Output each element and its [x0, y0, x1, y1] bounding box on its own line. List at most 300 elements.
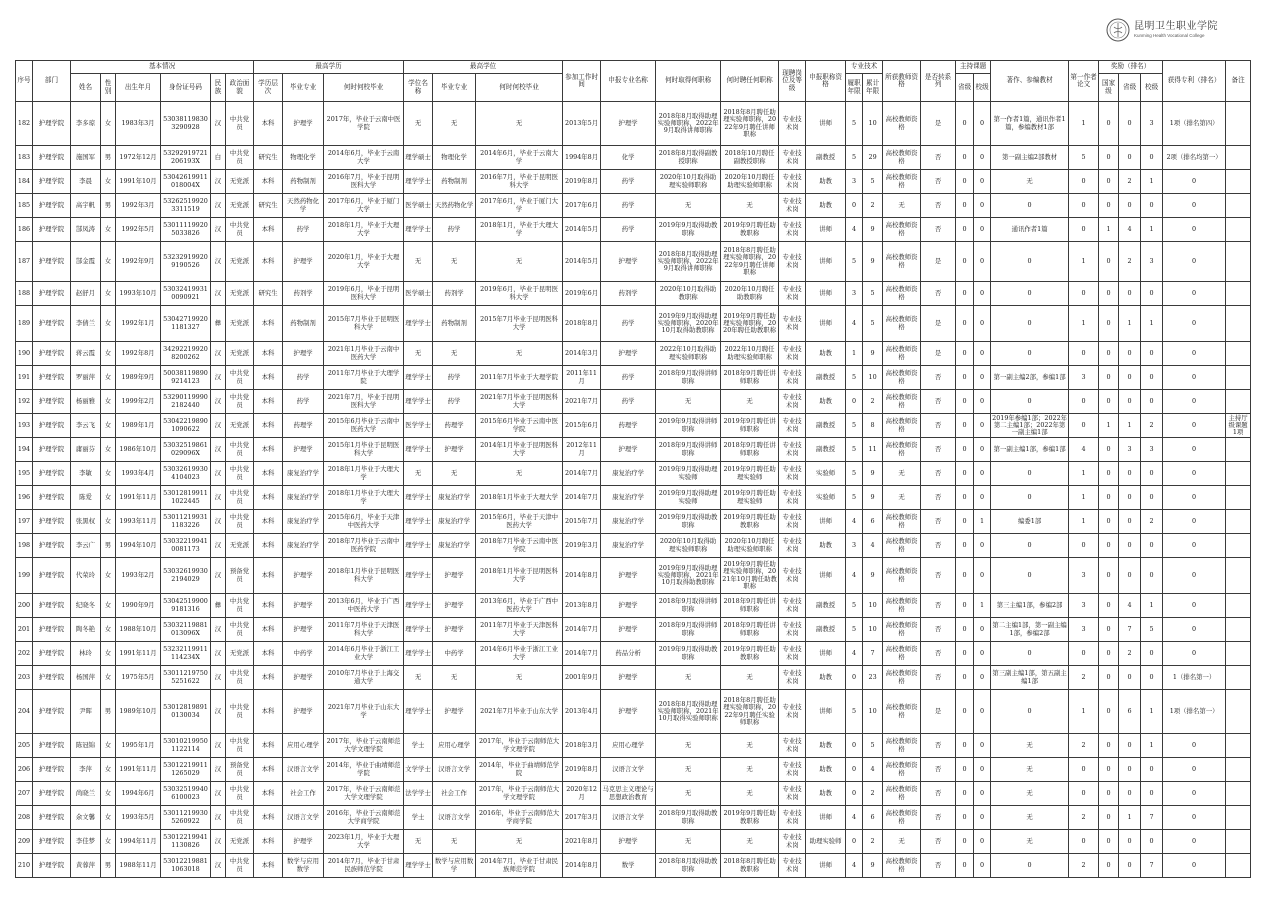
cell-title-obtained-container: [656, 462, 721, 486]
cell-ethnic-container: [211, 854, 226, 878]
cell-name: 杨国萍: [75, 672, 96, 681]
cell-first-author-papers: 0: [1081, 764, 1086, 773]
cell-apply-title-container: [806, 342, 846, 366]
cell-title-hired-container: [721, 306, 779, 342]
cell-years-total: 2: [870, 788, 875, 797]
cell-award-provincial: 0: [1127, 288, 1132, 297]
cell-teacher-cert: 高校教师资格: [885, 669, 918, 685]
cell-dept-container: [33, 102, 71, 146]
cell-remarks: [1227, 558, 1249, 593]
cell-remarks: [1227, 618, 1249, 641]
cell-edu-level-container: [254, 342, 283, 366]
cell-current-post-container: [779, 170, 806, 194]
cell-seq-container: [16, 242, 33, 282]
cell-title-obtained: 2018年8月取得助教职称: [658, 857, 718, 873]
cell-gender: 女: [104, 288, 112, 297]
cell-degree-name-container: [404, 218, 433, 242]
table-row: [16, 194, 1251, 218]
cell-years-total-container: [863, 194, 883, 218]
table-row: [16, 282, 1251, 306]
cell-years-total: 9: [870, 570, 875, 579]
cell-award-school: 0: [1149, 492, 1154, 501]
cell-title-hired-container: [721, 282, 779, 306]
cell-series-transfer-container: [921, 734, 956, 758]
cell-award-provincial: 4: [1127, 600, 1132, 609]
cell-years-post: 0: [852, 764, 857, 773]
cell-dept: 护理学院: [38, 648, 65, 657]
cell-edu-grad-container: [324, 510, 404, 534]
cell-birth: 1993年10月: [119, 288, 157, 297]
cell-award-provincial-container: [1119, 438, 1141, 462]
cell-project-provincial-container: [956, 486, 974, 510]
cell-political: 中共党员: [229, 857, 250, 873]
cell-years-total: 10: [868, 706, 877, 715]
cell-award-provincial: 0: [1127, 740, 1132, 749]
cell-award-national: 0: [1106, 118, 1111, 127]
cell-years-post: 5: [852, 372, 857, 381]
cell-years-post-container: [846, 242, 863, 282]
cell-edu-major-container: [283, 830, 324, 854]
cell-title-obtained-container: [656, 806, 721, 830]
cell-series-transfer-container: [921, 390, 956, 414]
cell-dept: 护理学院: [38, 600, 65, 609]
cell-title-hired: 2019年9月聘任助教职称: [723, 221, 776, 237]
cell-years-post-container: [846, 438, 863, 462]
cell-apply-major-container: [601, 830, 656, 854]
cell-id-number-container: [161, 282, 211, 306]
cell-first-author-papers-container: [1069, 534, 1099, 558]
cell-award-school-container: [1141, 594, 1163, 618]
cell-apply-major: 护理学: [618, 836, 638, 845]
cell-patents-container: [1163, 758, 1226, 782]
cell-edu-level-container: [254, 666, 283, 690]
cell-dept: 护理学院: [38, 672, 65, 681]
cell-works-container: [991, 342, 1069, 366]
header-gender: 性别: [101, 74, 116, 102]
cell-dept-container: [33, 534, 71, 558]
cell-name: 李云广: [75, 540, 96, 549]
cell-degree-name: 理学学士: [405, 516, 431, 525]
cell-award-provincial: 0: [1127, 468, 1132, 477]
cell-years-post: 4: [852, 570, 857, 579]
cell-project-school-container: [974, 462, 991, 486]
cell-remarks-container: [1226, 462, 1251, 486]
cell-political: 中共党员: [229, 737, 250, 753]
cell-title-obtained-container: [656, 486, 721, 510]
cell-gender-container: [101, 146, 116, 170]
cell-project-provincial: 0: [962, 516, 967, 525]
cell-gender-container: [101, 306, 116, 342]
cell-works: 无: [1026, 176, 1033, 185]
cell-first-author-papers: 1: [1081, 118, 1086, 127]
cell-award-school-container: [1141, 146, 1163, 170]
cell-degree-name: 理学学士: [405, 492, 431, 501]
cell-patents: 0: [1192, 492, 1197, 501]
cell-gender-container: [101, 558, 116, 594]
cell-seq-container: [16, 218, 33, 242]
cell-project-provincial-container: [956, 642, 974, 666]
cell-work-start: 2018年3月: [565, 740, 599, 749]
cell-title-obtained: 2019年9月取得助教职称: [658, 645, 718, 661]
cell-current-post-container: [779, 558, 806, 594]
cell-series-transfer: 否: [934, 740, 942, 749]
cell-works: 0: [1027, 396, 1032, 405]
cell-project-provincial: 0: [962, 600, 967, 609]
cell-dept-container: [33, 366, 71, 390]
cell-name-container: [71, 558, 101, 594]
cell-award-national: 0: [1106, 372, 1111, 381]
cell-award-school-container: [1141, 618, 1163, 642]
cell-degree-name: 理学学士: [405, 396, 431, 405]
cell-dept: 护理学院: [38, 288, 65, 297]
cell-gender-container: [101, 194, 116, 218]
cell-degree-name-container: [404, 102, 433, 146]
cell-edu-major-container: [283, 462, 324, 486]
cell-title-hired: 2018年8月聘任助理实验师职称，2022年9月聘任讲师职称: [723, 246, 777, 276]
cell-years-total-container: [863, 306, 883, 342]
cell-patents: 0: [1192, 256, 1197, 265]
cell-gender-container: [101, 390, 116, 414]
cell-apply-title-container: [806, 282, 846, 306]
cell-title-obtained-container: [656, 642, 721, 666]
school-name-cn: 昆明卫生职业学院: [1134, 21, 1218, 32]
cell-project-school-container: [974, 438, 991, 462]
header-apply-major: 申报专业名称: [601, 61, 656, 102]
cell-remarks-container: [1226, 102, 1251, 146]
cell-teacher-cert-container: [883, 342, 921, 366]
cell-id-number-container: [161, 366, 211, 390]
cell-dept-container: [33, 690, 71, 734]
cell-seq-container: [16, 734, 33, 758]
cell-seq: 190: [17, 348, 31, 357]
cell-edu-grad-container: [324, 342, 404, 366]
cell-apply-title-container: [806, 414, 846, 438]
cell-award-provincial: 2: [1127, 176, 1132, 185]
cell-degree-major: 护理学: [444, 706, 464, 715]
cell-birth: 1999年2月: [121, 396, 155, 405]
cell-seq-container: [16, 666, 33, 690]
cell-ethnic: 汉: [214, 200, 222, 209]
cell-edu-level-container: [254, 194, 283, 218]
cell-gender: 男: [104, 706, 112, 715]
cell-gender-container: [101, 342, 116, 366]
cell-id-number: 530322199410081173: [163, 537, 208, 553]
cell-works: 第一副主编1部，参编1部: [993, 444, 1066, 453]
cell-edu-level: 本科: [261, 372, 275, 381]
cell-edu-major: 护理学: [293, 444, 313, 453]
cell-project-school-container: [974, 218, 991, 242]
cell-apply-major-container: [601, 390, 656, 414]
cell-degree-grad-container: [476, 146, 563, 170]
cell-title-obtained: 2018年9月取得讲师职称: [658, 621, 718, 637]
cell-years-total: 8: [870, 420, 875, 429]
cell-edu-level: 本科: [261, 468, 275, 477]
cell-edu-level: 本科: [261, 740, 275, 749]
cell-work-start: 1994年8月: [565, 152, 599, 161]
cell-current-post-container: [779, 342, 806, 366]
cell-works: 第三主编1部，参编2部: [996, 600, 1063, 609]
cell-teacher-cert-container: [883, 782, 921, 806]
cell-works-container: [991, 170, 1069, 194]
cell-edu-level-container: [254, 642, 283, 666]
cell-award-school: 0: [1149, 672, 1154, 681]
cell-apply-title: 助教: [819, 200, 832, 209]
cell-degree-grad: 2015年7月毕业于昆明医科大学: [480, 315, 558, 331]
cell-series-transfer-container: [921, 366, 956, 390]
cell-series-transfer: 否: [934, 860, 942, 869]
cell-award-school: 3: [1149, 256, 1154, 265]
cell-ethnic-container: [211, 462, 226, 486]
cell-id-number: 530122199411130826: [163, 833, 208, 849]
cell-years-post-container: [846, 102, 863, 146]
cell-political: 中共党员: [229, 369, 250, 385]
cell-political-container: [226, 534, 254, 558]
cell-degree-major-container: [433, 390, 476, 414]
cell-degree-major: 药学: [447, 372, 461, 381]
cell-edu-level-container: [254, 102, 283, 146]
cell-edu-level-container: [254, 170, 283, 194]
table-row: [16, 390, 1251, 414]
cell-apply-major-container: [601, 242, 656, 282]
cell-first-author-papers-container: [1069, 830, 1099, 854]
cell-seq: 198: [17, 540, 31, 549]
cell-award-national: 1: [1106, 224, 1111, 233]
cell-work-start-container: [563, 366, 601, 390]
cell-award-school-container: [1141, 558, 1163, 594]
cell-degree-name: 理学学士: [405, 706, 431, 715]
cell-degree-major-container: [433, 830, 476, 854]
cell-years-post: 1: [852, 348, 857, 357]
cell-teacher-cert-container: [883, 854, 921, 878]
cell-work-start-container: [563, 690, 601, 734]
cell-name: 李云飞: [75, 420, 96, 429]
cell-award-provincial: 0: [1127, 516, 1132, 525]
cell-patents: 0: [1192, 540, 1197, 549]
cell-works: 第一作者1篇，通讯作者1篇，参编教材1部: [993, 115, 1066, 131]
cell-work-start: 2017年3月: [565, 812, 599, 821]
cell-degree-name: 理学学士: [405, 224, 431, 233]
cell-award-provincial: 1: [1127, 812, 1132, 821]
cell-award-provincial-container: [1119, 854, 1141, 878]
school-emblem-icon: [1106, 18, 1130, 42]
cell-award-provincial: 0: [1127, 396, 1132, 405]
cell-works-container: [991, 194, 1069, 218]
cell-current-post-container: [779, 282, 806, 306]
cell-apply-major-container: [601, 146, 656, 170]
cell-project-provincial: 0: [962, 836, 967, 845]
cell-award-national: 0: [1106, 468, 1111, 477]
cell-title-obtained: 2020年10月取得助理实验师职称: [659, 173, 717, 189]
cell-id-number: 530326199302194029: [163, 567, 208, 583]
cell-edu-level: 本科: [261, 812, 275, 821]
cell-series-transfer-container: [921, 462, 956, 486]
cell-first-author-papers-container: [1069, 218, 1099, 242]
cell-apply-title: 助教: [819, 740, 832, 749]
cell-id-number-container: [161, 734, 211, 758]
cell-title-hired: 2019年9月聘任讲师职称: [723, 417, 776, 433]
cell-apply-title: 讲师: [819, 256, 832, 265]
cell-years-post: 4: [852, 318, 857, 327]
cell-degree-major: 药学: [447, 224, 461, 233]
cell-current-post: 专业技术岗: [782, 489, 802, 505]
cell-ethnic-container: [211, 170, 226, 194]
cell-edu-major-container: [283, 342, 324, 366]
cell-edu-grad-container: [324, 282, 404, 306]
cell-award-school-container: [1141, 666, 1163, 690]
cell-degree-name: 医学硕士: [405, 200, 431, 209]
cell-id-number-container: [161, 618, 211, 642]
cell-edu-major-container: [283, 734, 324, 758]
cell-award-school-container: [1141, 102, 1163, 146]
cell-edu-level: 本科: [261, 516, 275, 525]
cell-ethnic: 汉: [214, 396, 222, 405]
cell-seq: 197: [17, 516, 31, 525]
cell-id-number-container: [161, 510, 211, 534]
cell-edu-level-container: [254, 758, 283, 782]
cell-degree-name: 理学学士: [405, 600, 431, 609]
cell-edu-level: 本科: [261, 118, 275, 127]
cell-remarks: [1227, 758, 1249, 781]
cell-remarks: [1227, 218, 1249, 241]
cell-edu-grad-container: [324, 462, 404, 486]
cell-award-national: 0: [1106, 740, 1111, 749]
staff-title-application-table: [15, 60, 1251, 878]
cell-ethnic: 汉: [214, 420, 222, 429]
cell-birth-container: [116, 306, 161, 342]
cell-apply-title-container: [806, 690, 846, 734]
cell-gender: 男: [104, 200, 112, 209]
cell-degree-major-container: [433, 486, 476, 510]
cell-current-post-container: [779, 618, 806, 642]
header-name: 姓名: [71, 74, 101, 102]
cell-teacher-cert-container: [883, 830, 921, 854]
cell-years-post-container: [846, 734, 863, 758]
cell-name-container: [71, 594, 101, 618]
cell-project-provincial: 0: [962, 200, 967, 209]
cell-teacher-cert-container: [883, 242, 921, 282]
cell-patents-container: [1163, 438, 1226, 462]
cell-ethnic: 汉: [214, 706, 222, 715]
cell-first-author-papers-container: [1069, 146, 1099, 170]
cell-name: 陈冠锦: [75, 740, 96, 749]
cell-project-provincial: 0: [962, 318, 967, 327]
cell-first-author-papers: 1: [1081, 318, 1086, 327]
cell-award-national: 0: [1106, 200, 1111, 209]
cell-id-number-container: [161, 486, 211, 510]
cell-gender-container: [101, 806, 116, 830]
cell-edu-major: 康复治疗学: [287, 516, 319, 525]
cell-series-transfer: 否: [934, 624, 942, 633]
cell-dept: 护理学院: [38, 740, 65, 749]
cell-project-school-container: [974, 734, 991, 758]
cell-remarks: [1227, 486, 1249, 509]
cell-work-start: 2014年7月: [565, 468, 599, 477]
cell-apply-title-container: [806, 830, 846, 854]
cell-degree-grad: 无: [515, 672, 523, 681]
cell-apply-title: 副教授: [816, 420, 836, 429]
cell-id-number: 530122199111265029: [163, 761, 208, 777]
cell-remarks: [1227, 306, 1249, 341]
cell-award-provincial-container: [1119, 666, 1141, 690]
cell-award-national: 0: [1106, 812, 1111, 821]
cell-id-number-container: [161, 218, 211, 242]
cell-apply-major: 护理学: [618, 706, 638, 715]
cell-first-author-papers-container: [1069, 414, 1099, 438]
cell-first-author-papers: 0: [1081, 396, 1086, 405]
cell-apply-major-container: [601, 534, 656, 558]
cell-project-school: 0: [980, 176, 985, 185]
cell-edu-major: 护理学: [293, 706, 313, 715]
cell-degree-name-container: [404, 366, 433, 390]
cell-degree-grad: 2018年1月毕业于昆明医科大学: [480, 567, 558, 583]
cell-apply-title-container: [806, 758, 846, 782]
cell-award-provincial: 0: [1127, 540, 1132, 549]
cell-edu-grad-container: [324, 306, 404, 342]
cell-apply-major: 护理学: [618, 600, 638, 609]
table-row: [16, 830, 1251, 854]
cell-ethnic-container: [211, 366, 226, 390]
cell-degree-name-container: [404, 170, 433, 194]
cell-title-obtained-container: [656, 102, 721, 146]
cell-award-national: 0: [1106, 788, 1111, 797]
cell-title-obtained-container: [656, 758, 721, 782]
cell-title-hired-container: [721, 806, 779, 830]
cell-degree-major: 药理学: [444, 420, 464, 429]
cell-patents-container: [1163, 194, 1226, 218]
cell-degree-grad: 无: [515, 468, 523, 477]
cell-apply-title-container: [806, 534, 846, 558]
cell-current-post-container: [779, 146, 806, 170]
cell-project-school-container: [974, 170, 991, 194]
cell-patents-container: [1163, 146, 1226, 170]
cell-award-provincial-container: [1119, 194, 1141, 218]
cell-apply-title-container: [806, 146, 846, 170]
cell-degree-name-container: [404, 510, 433, 534]
cell-years-post: 5: [852, 420, 857, 429]
cell-works: 0: [1027, 318, 1032, 327]
cell-name: 李佳梦: [75, 836, 96, 845]
cell-title-obtained: 2019年9月取得助教职称: [658, 513, 718, 529]
cell-degree-name-container: [404, 306, 433, 342]
cell-gender: 女: [104, 396, 112, 405]
cell-title-obtained: 无: [684, 788, 692, 797]
cell-degree-name: 理学硕士: [405, 152, 431, 161]
cell-edu-grad: 2021年7月，毕业于昆明医科大学: [327, 393, 400, 409]
cell-edu-level: 本科: [261, 600, 275, 609]
header-degree-grad: 何时何校毕业: [476, 74, 563, 102]
cell-current-post-container: [779, 438, 806, 462]
cell-name: 蒋云霞: [75, 348, 96, 357]
cell-remarks: [1227, 534, 1249, 557]
cell-award-school: 0: [1149, 372, 1154, 381]
cell-teacher-cert-container: [883, 102, 921, 146]
cell-first-author-papers: 3: [1081, 372, 1086, 381]
cell-ethnic: 汉: [214, 176, 222, 185]
cell-political: 无党派: [229, 288, 250, 297]
cell-edu-major: 药理学: [293, 420, 313, 429]
cell-edu-major: 药物制剂: [290, 176, 316, 185]
cell-award-national-container: [1099, 282, 1119, 306]
cell-work-start-container: [563, 782, 601, 806]
cell-apply-major: 护理学: [618, 570, 638, 579]
cell-patents: 0: [1192, 860, 1197, 869]
cell-project-provincial-container: [956, 282, 974, 306]
cell-remarks-container: [1226, 534, 1251, 558]
cell-project-school: 0: [980, 648, 985, 657]
cell-edu-level-container: [254, 734, 283, 758]
cell-first-author-papers: 1: [1081, 492, 1086, 501]
cell-degree-major: 无: [450, 348, 458, 357]
